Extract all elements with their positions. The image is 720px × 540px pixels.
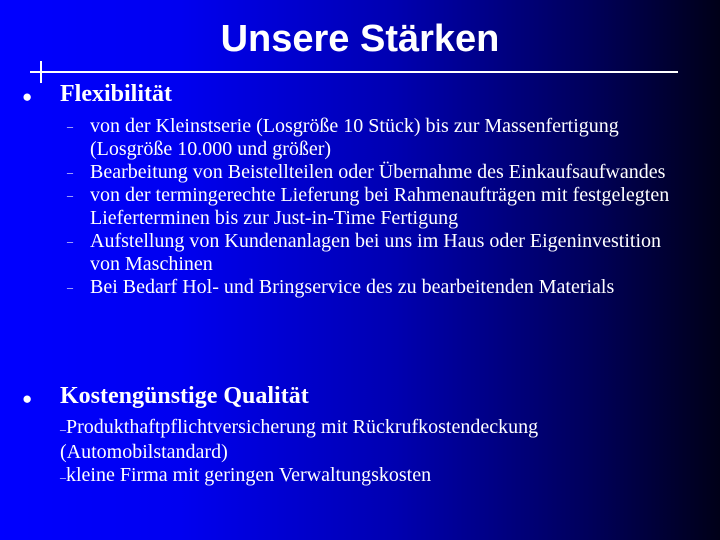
list-item bbox=[60, 115, 680, 161]
dash-bullet-icon: – bbox=[67, 188, 73, 202]
list-item bbox=[60, 161, 680, 184]
quality-list bbox=[60, 416, 680, 489]
dash-bullet-icon: – bbox=[60, 470, 66, 484]
slide-title: Unsere Stärken bbox=[220, 18, 500, 60]
list-item bbox=[60, 184, 680, 230]
title-underline bbox=[30, 71, 678, 73]
dash-bullet-icon: – bbox=[67, 280, 73, 294]
list-item-text: von der Kleinstserie (Losgröße 10 Stück) bis zur Massenfertigung (Losgröße 10.000 und größer) bbox=[90, 115, 619, 160]
dash-bullet-icon: – bbox=[67, 119, 73, 133]
dash-bullet-icon: – bbox=[67, 234, 73, 248]
list-item bbox=[60, 416, 680, 464]
bullet-dot-icon: ● bbox=[22, 87, 33, 106]
list-item-text: kleine Firma mit geringen Verwaltungskosten bbox=[66, 464, 432, 486]
list-item-text: Aufstellung von Kundenanlagen bei uns im Haus oder Eigeninvestition von Maschinen bbox=[90, 230, 662, 275]
list-item-text: Bearbeitung von Beistellteilen oder Übernahme des Einkaufsaufwandes bbox=[90, 161, 666, 183]
dash-bullet-icon: – bbox=[67, 165, 73, 179]
flexibility-list bbox=[60, 115, 680, 299]
section-heading-quality: Kostengünstige Qualität bbox=[60, 383, 309, 409]
list-item-text: Bei Bedarf Hol- und Bringservice des zu bearbeitenden Materials bbox=[90, 276, 615, 298]
list-item-text: von der termingerechte Lieferung bei Rahmenaufträgen mit festgelegten Lieferterminen bis zur Just-in-Time Fertigung bbox=[90, 184, 670, 229]
list-item bbox=[60, 464, 680, 489]
bullet-dot-icon: ● bbox=[22, 389, 33, 408]
list-item-text: Produkthaftpflichtversicherung mit Rückrufkostendeckung (Automobilstandard) bbox=[60, 416, 539, 463]
section-heading-flexibility: Flexibilität bbox=[60, 81, 172, 107]
list-item bbox=[60, 230, 680, 276]
dash-bullet-icon: – bbox=[60, 422, 66, 436]
title-rule-tick bbox=[40, 61, 42, 83]
list-item bbox=[60, 276, 680, 299]
